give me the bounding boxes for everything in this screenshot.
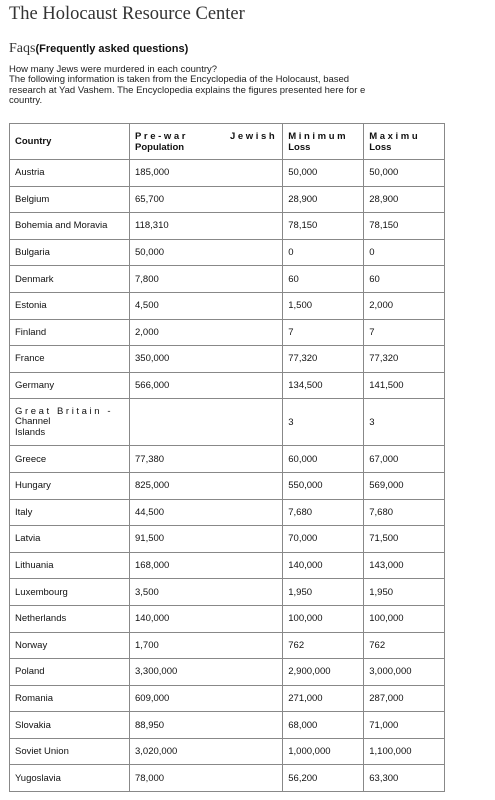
cell-country: Slovakia (10, 712, 130, 739)
cell-max-loss: 1,100,000 (364, 738, 445, 765)
cell-min-loss: 1,500 (283, 292, 364, 319)
site-title: The Holocaust Resource Center (9, 4, 245, 24)
header-population-top: Pre-war Jewish (135, 130, 278, 142)
cell-population: 65,700 (130, 186, 283, 213)
cell-max-loss: 0 (364, 239, 445, 266)
table-row (10, 685, 445, 712)
table-row (10, 499, 445, 526)
cell-max-loss: 71,500 (364, 526, 445, 553)
cell-population: 2,000 (130, 319, 283, 346)
cell-max-loss: 287,000 (364, 685, 445, 712)
cell-population: 50,000 (130, 239, 283, 266)
cell-max-loss: 3 (364, 399, 445, 446)
table-row (10, 292, 445, 319)
table-row (10, 579, 445, 606)
cell-population: 566,000 (130, 372, 283, 399)
cell-population: 91,500 (130, 526, 283, 553)
cell-min-loss: 7 (283, 319, 364, 346)
cell-population: 609,000 (130, 685, 283, 712)
cell-country: Lithuania (10, 552, 130, 579)
table-header-row (10, 124, 445, 160)
faq-question: How many Jews were murdered in each country? (9, 64, 218, 75)
cell-country: Yugoslavia (10, 765, 130, 792)
losses-table (9, 123, 445, 792)
cell-max-loss: 141,500 (364, 372, 445, 399)
header-min-top: Minimum (288, 130, 349, 142)
cell-population: 118,310 (130, 213, 283, 240)
header-population (130, 124, 283, 160)
cell-min-loss: 762 (283, 632, 364, 659)
table-row (10, 659, 445, 686)
intro-line: The following information is taken from the Encyclopedia of the Holocaust, based (9, 74, 350, 85)
cell-country: Greece (10, 446, 130, 473)
cell-max-loss: 78,150 (364, 213, 445, 240)
cell-max-loss: 100,000 (364, 605, 445, 632)
cell-country: Poland (10, 659, 130, 686)
faq-heading (9, 40, 188, 57)
cell-population: 77,380 (130, 446, 283, 473)
cell-min-loss: 50,000 (283, 160, 364, 187)
table-row (10, 552, 445, 579)
cell-country: Norway (10, 632, 130, 659)
cell-min-loss: 70,000 (283, 526, 364, 553)
cell-min-loss: 56,200 (283, 765, 364, 792)
cell-population: 1,700 (130, 632, 283, 659)
cell-country: Italy (10, 499, 130, 526)
cell-min-loss: 3 (283, 399, 364, 446)
cell-max-loss: 28,900 (364, 186, 445, 213)
cell-max-loss: 7 (364, 319, 445, 346)
intro-line: research at Yad Vashem. The Encyclopedia explains the figures presented here for e (9, 84, 366, 96)
cell-min-loss: 1,950 (283, 579, 364, 606)
cell-min-loss: 60 (283, 266, 364, 293)
cell-country (10, 399, 130, 446)
cell-population: 4,500 (130, 292, 283, 319)
cell-population: 3,300,000 (130, 659, 283, 686)
cell-country: Austria (10, 160, 130, 187)
cell-max-loss: 569,000 (364, 472, 445, 499)
header-max-loss (364, 124, 445, 160)
cell-country: Bulgaria (10, 239, 130, 266)
table-row (10, 160, 445, 187)
cell-min-loss: 78,150 (283, 213, 364, 240)
table-row (10, 605, 445, 632)
cell-population: 78,000 (130, 765, 283, 792)
cell-min-loss: 7,680 (283, 499, 364, 526)
cell-country: Romania (10, 685, 130, 712)
cell-country: Latvia (10, 526, 130, 553)
cell-population: 3,500 (130, 579, 283, 606)
cell-min-loss: 77,320 (283, 346, 364, 373)
cell-population: 3,020,000 (130, 738, 283, 765)
cell-population: 7,800 (130, 266, 283, 293)
cell-min-loss: 68,000 (283, 712, 364, 739)
table-row (10, 712, 445, 739)
cell-max-loss: 67,000 (364, 446, 445, 473)
cell-country: Estonia (10, 292, 130, 319)
cell-country: Luxembourg (10, 579, 130, 606)
cell-country: Soviet Union (10, 738, 130, 765)
cell-population: 44,500 (130, 499, 283, 526)
table-row (10, 526, 445, 553)
cell-min-loss: 550,000 (283, 472, 364, 499)
table-row (10, 319, 445, 346)
table-row (10, 346, 445, 373)
cell-min-loss: 60,000 (283, 446, 364, 473)
table-row (10, 632, 445, 659)
table-row (10, 239, 445, 266)
cell-min-loss: 100,000 (283, 605, 364, 632)
cell-max-loss: 50,000 (364, 160, 445, 187)
table-row (10, 186, 445, 213)
cell-max-loss: 762 (364, 632, 445, 659)
faq-label-sub: (Frequently asked questions) (35, 43, 189, 55)
cell-max-loss: 7,680 (364, 499, 445, 526)
header-country: Country (10, 124, 130, 160)
cell-min-loss: 28,900 (283, 186, 364, 213)
table-row (10, 738, 445, 765)
cell-country: Germany (10, 372, 130, 399)
cell-country: Hungary (10, 472, 130, 499)
header-max-bottom: Loss (369, 141, 392, 153)
table-row (10, 372, 445, 399)
table-row (10, 266, 445, 293)
cell-population: 825,000 (130, 472, 283, 499)
cell-country: France (10, 346, 130, 373)
table-row (10, 765, 445, 792)
cell-population: 88,950 (130, 712, 283, 739)
table-row (10, 446, 445, 473)
cell-max-loss: 60 (364, 266, 445, 293)
cell-population: 168,000 (130, 552, 283, 579)
cell-min-loss: 2,900,000 (283, 659, 364, 686)
cell-max-loss: 77,320 (364, 346, 445, 373)
country-line: Great Britain - (15, 405, 114, 417)
cell-max-loss: 71,000 (364, 712, 445, 739)
cell-max-loss: 1,950 (364, 579, 445, 606)
header-min-loss (283, 124, 364, 160)
country-line: Islands (15, 426, 46, 438)
cell-country: Bohemia and Moravia (10, 213, 130, 240)
cell-population: 185,000 (130, 160, 283, 187)
cell-max-loss: 143,000 (364, 552, 445, 579)
cell-country: Denmark (10, 266, 130, 293)
table-row (10, 472, 445, 499)
cell-population (130, 399, 283, 446)
table-row (10, 399, 445, 446)
cell-country: Finland (10, 319, 130, 346)
cell-min-loss: 271,000 (283, 685, 364, 712)
intro-line: country. (9, 95, 43, 106)
cell-population: 140,000 (130, 605, 283, 632)
cell-population: 350,000 (130, 346, 283, 373)
cell-min-loss: 0 (283, 239, 364, 266)
country-line: Channel (15, 416, 51, 428)
table-row (10, 213, 445, 240)
faq-intro (9, 75, 495, 107)
cell-min-loss: 134,500 (283, 372, 364, 399)
cell-max-loss: 63,300 (364, 765, 445, 792)
header-min-bottom: Loss (288, 141, 311, 153)
header-population-bottom: Population (135, 141, 185, 153)
cell-max-loss: 2,000 (364, 292, 445, 319)
cell-max-loss: 3,000,000 (364, 659, 445, 686)
header-max-top: Maximu (369, 130, 421, 142)
cell-country: Netherlands (10, 605, 130, 632)
cell-country: Belgium (10, 186, 130, 213)
cell-min-loss: 140,000 (283, 552, 364, 579)
cell-min-loss: 1,000,000 (283, 738, 364, 765)
faq-label: Faqs (9, 41, 36, 56)
